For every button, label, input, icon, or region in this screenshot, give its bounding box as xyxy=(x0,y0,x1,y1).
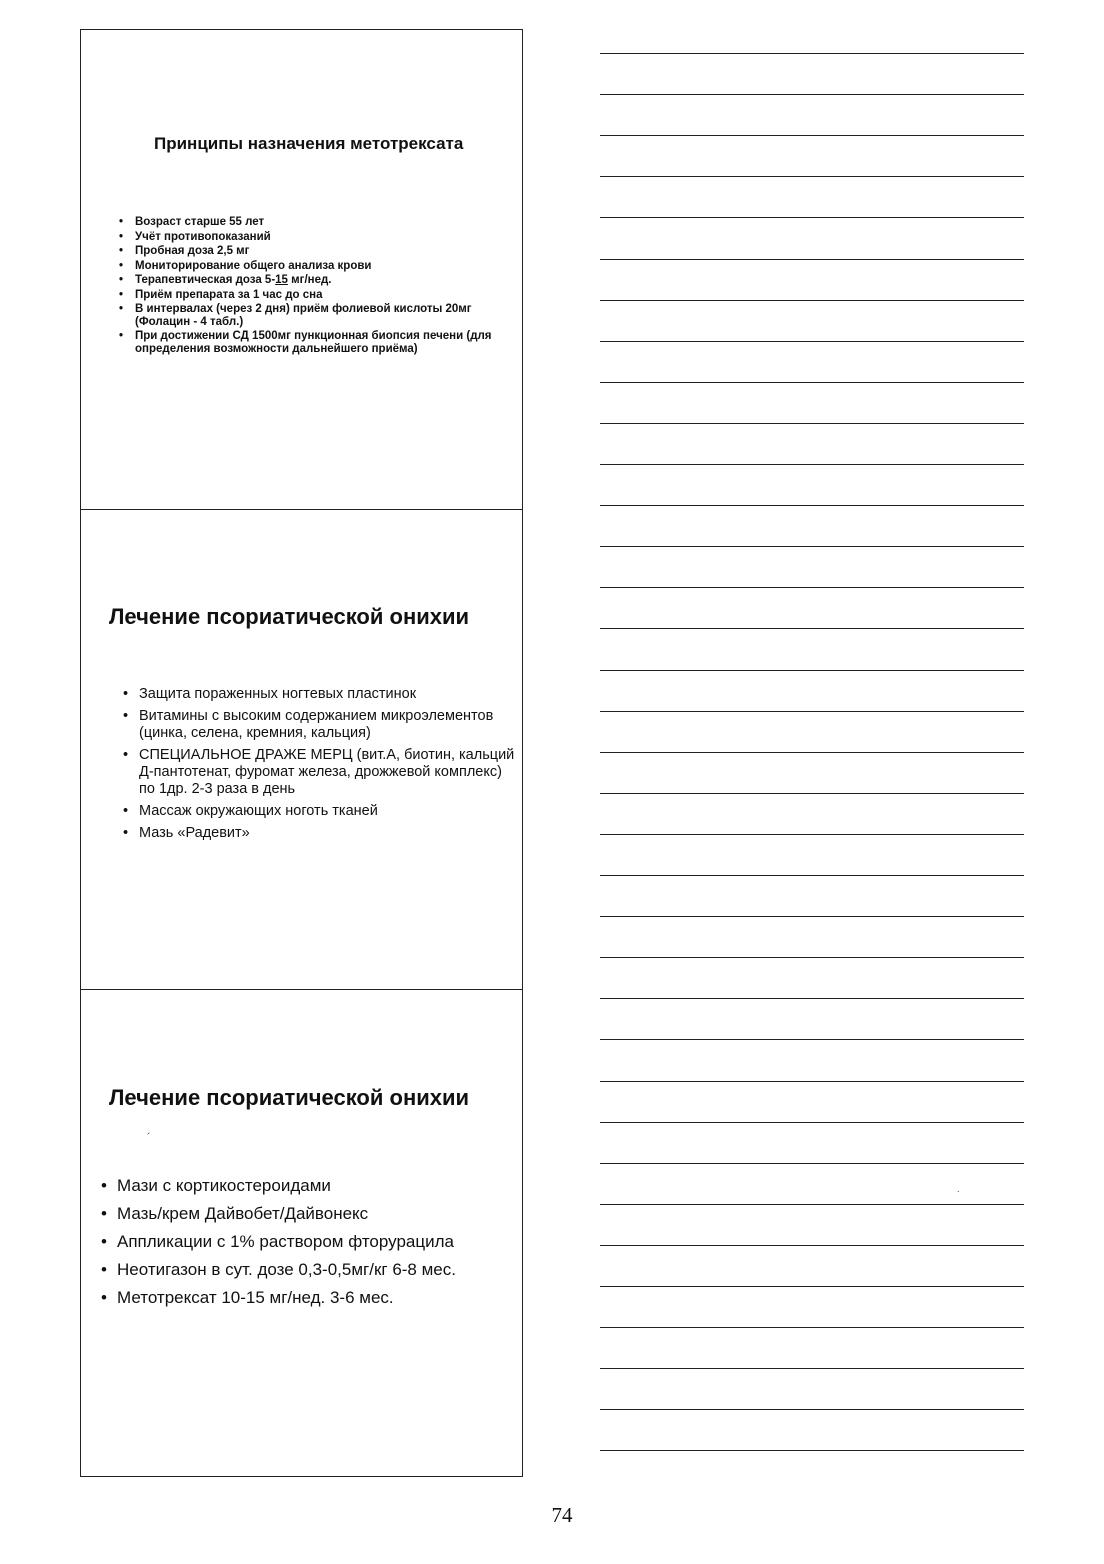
note-line xyxy=(600,1327,1024,1328)
slide-onychia-treatment-2 xyxy=(81,989,522,1476)
note-line xyxy=(600,834,1024,835)
list-item: • Пробная доза 2,5 мг xyxy=(119,245,509,258)
slide-title: Лечение псориатической онихии xyxy=(109,604,470,629)
bullet-list xyxy=(101,1176,519,1316)
note-line xyxy=(600,957,1024,958)
note-line xyxy=(600,1039,1024,1040)
note-line xyxy=(600,1286,1024,1287)
note-line xyxy=(600,998,1024,999)
note-line xyxy=(600,341,1024,342)
note-line xyxy=(600,94,1024,95)
note-line xyxy=(600,1409,1024,1410)
slide-title: Принципы назначения метотрексата xyxy=(154,134,464,153)
note-line xyxy=(600,587,1024,588)
note-line xyxy=(600,793,1024,794)
list-item: • В интервалах (через 2 дня) приём фолиевой кислоты 20мг (Фолацин - 4 табл.) xyxy=(119,303,509,328)
note-line xyxy=(600,1122,1024,1123)
note-line xyxy=(600,916,1024,917)
bullet-list xyxy=(119,216,509,357)
list-item: • Учёт противопоказаний xyxy=(119,231,509,244)
list-item: • Возраст старше 55 лет xyxy=(119,216,509,229)
note-line xyxy=(600,875,1024,876)
dose-unit: мг/нед. xyxy=(287,274,332,286)
list-item: • Мониторирование общего анализа крови xyxy=(119,260,509,273)
scan-mark: ´ xyxy=(147,1132,151,1144)
list-item: • Аппликации с 1% раствором фторурацила xyxy=(101,1232,519,1252)
note-line xyxy=(600,217,1024,218)
note-line xyxy=(600,670,1024,671)
list-item: • Массаж окружающих ноготь тканей xyxy=(123,803,518,820)
note-line xyxy=(600,752,1024,753)
list-item: • Мазь/крем Дайвобет/Дайвонекс xyxy=(101,1204,519,1224)
note-line xyxy=(600,53,1024,54)
notes-lines xyxy=(600,0,1024,1480)
slide-onychia-treatment-1 xyxy=(81,509,522,989)
page-number: 74 xyxy=(551,1503,573,1527)
note-line xyxy=(600,135,1024,136)
list-item: • Защита пораженных ногтевых пластинок xyxy=(123,686,518,703)
note-line xyxy=(600,300,1024,301)
slide-title: Лечение псориатической онихии xyxy=(109,1085,470,1110)
slides-column xyxy=(80,29,523,1477)
note-line xyxy=(600,1163,1024,1164)
list-item-dose xyxy=(119,274,509,287)
note-line xyxy=(600,505,1024,506)
note-line xyxy=(600,464,1024,465)
note-line xyxy=(600,382,1024,383)
note-line xyxy=(600,1204,1024,1205)
list-item: • Мазь «Радевит» xyxy=(123,825,518,842)
note-line xyxy=(600,1245,1024,1246)
dose-text: Терапевтическая доза 5- xyxy=(135,274,276,286)
list-item: • Приём препарата за 1 час до сна xyxy=(119,289,509,302)
note-line xyxy=(600,628,1024,629)
list-item: • Мази с кортикостероидами xyxy=(101,1176,519,1196)
note-line xyxy=(600,259,1024,260)
note-line xyxy=(600,546,1024,547)
note-line xyxy=(600,1368,1024,1369)
list-item: • Неотигазон в сут. дозе 0,3-0,5мг/кг 6-8 мес. xyxy=(101,1260,519,1280)
list-item: • Витамины с высоким содержанием микроэлементов (цинка, селена, кремния, кальция) xyxy=(123,708,518,742)
note-line xyxy=(600,176,1024,177)
dose-emphasis: 15 xyxy=(275,274,288,286)
note-line xyxy=(600,711,1024,712)
list-item: • Метотрексат 10-15 мг/нед. 3-6 мес. xyxy=(101,1288,519,1308)
list-item: • При достижении СД 1500мг пункционная биопсия печени (для определения возможности дальнейшего приёма) xyxy=(119,330,509,355)
scan-dot: . xyxy=(957,1184,960,1194)
note-line xyxy=(600,1450,1024,1451)
note-line xyxy=(600,1081,1024,1082)
note-line xyxy=(600,423,1024,424)
bullet-list xyxy=(123,686,518,847)
slide-methotrexate-principles xyxy=(81,30,522,509)
list-item: • СПЕЦИАЛЬНОЕ ДРАЖЕ МЕРЦ (вит.А, биотин, кальций Д-пантотенат, фуромат железа, дрожжевой комплекс) по 1др. 2-3 раза в день xyxy=(123,747,518,798)
